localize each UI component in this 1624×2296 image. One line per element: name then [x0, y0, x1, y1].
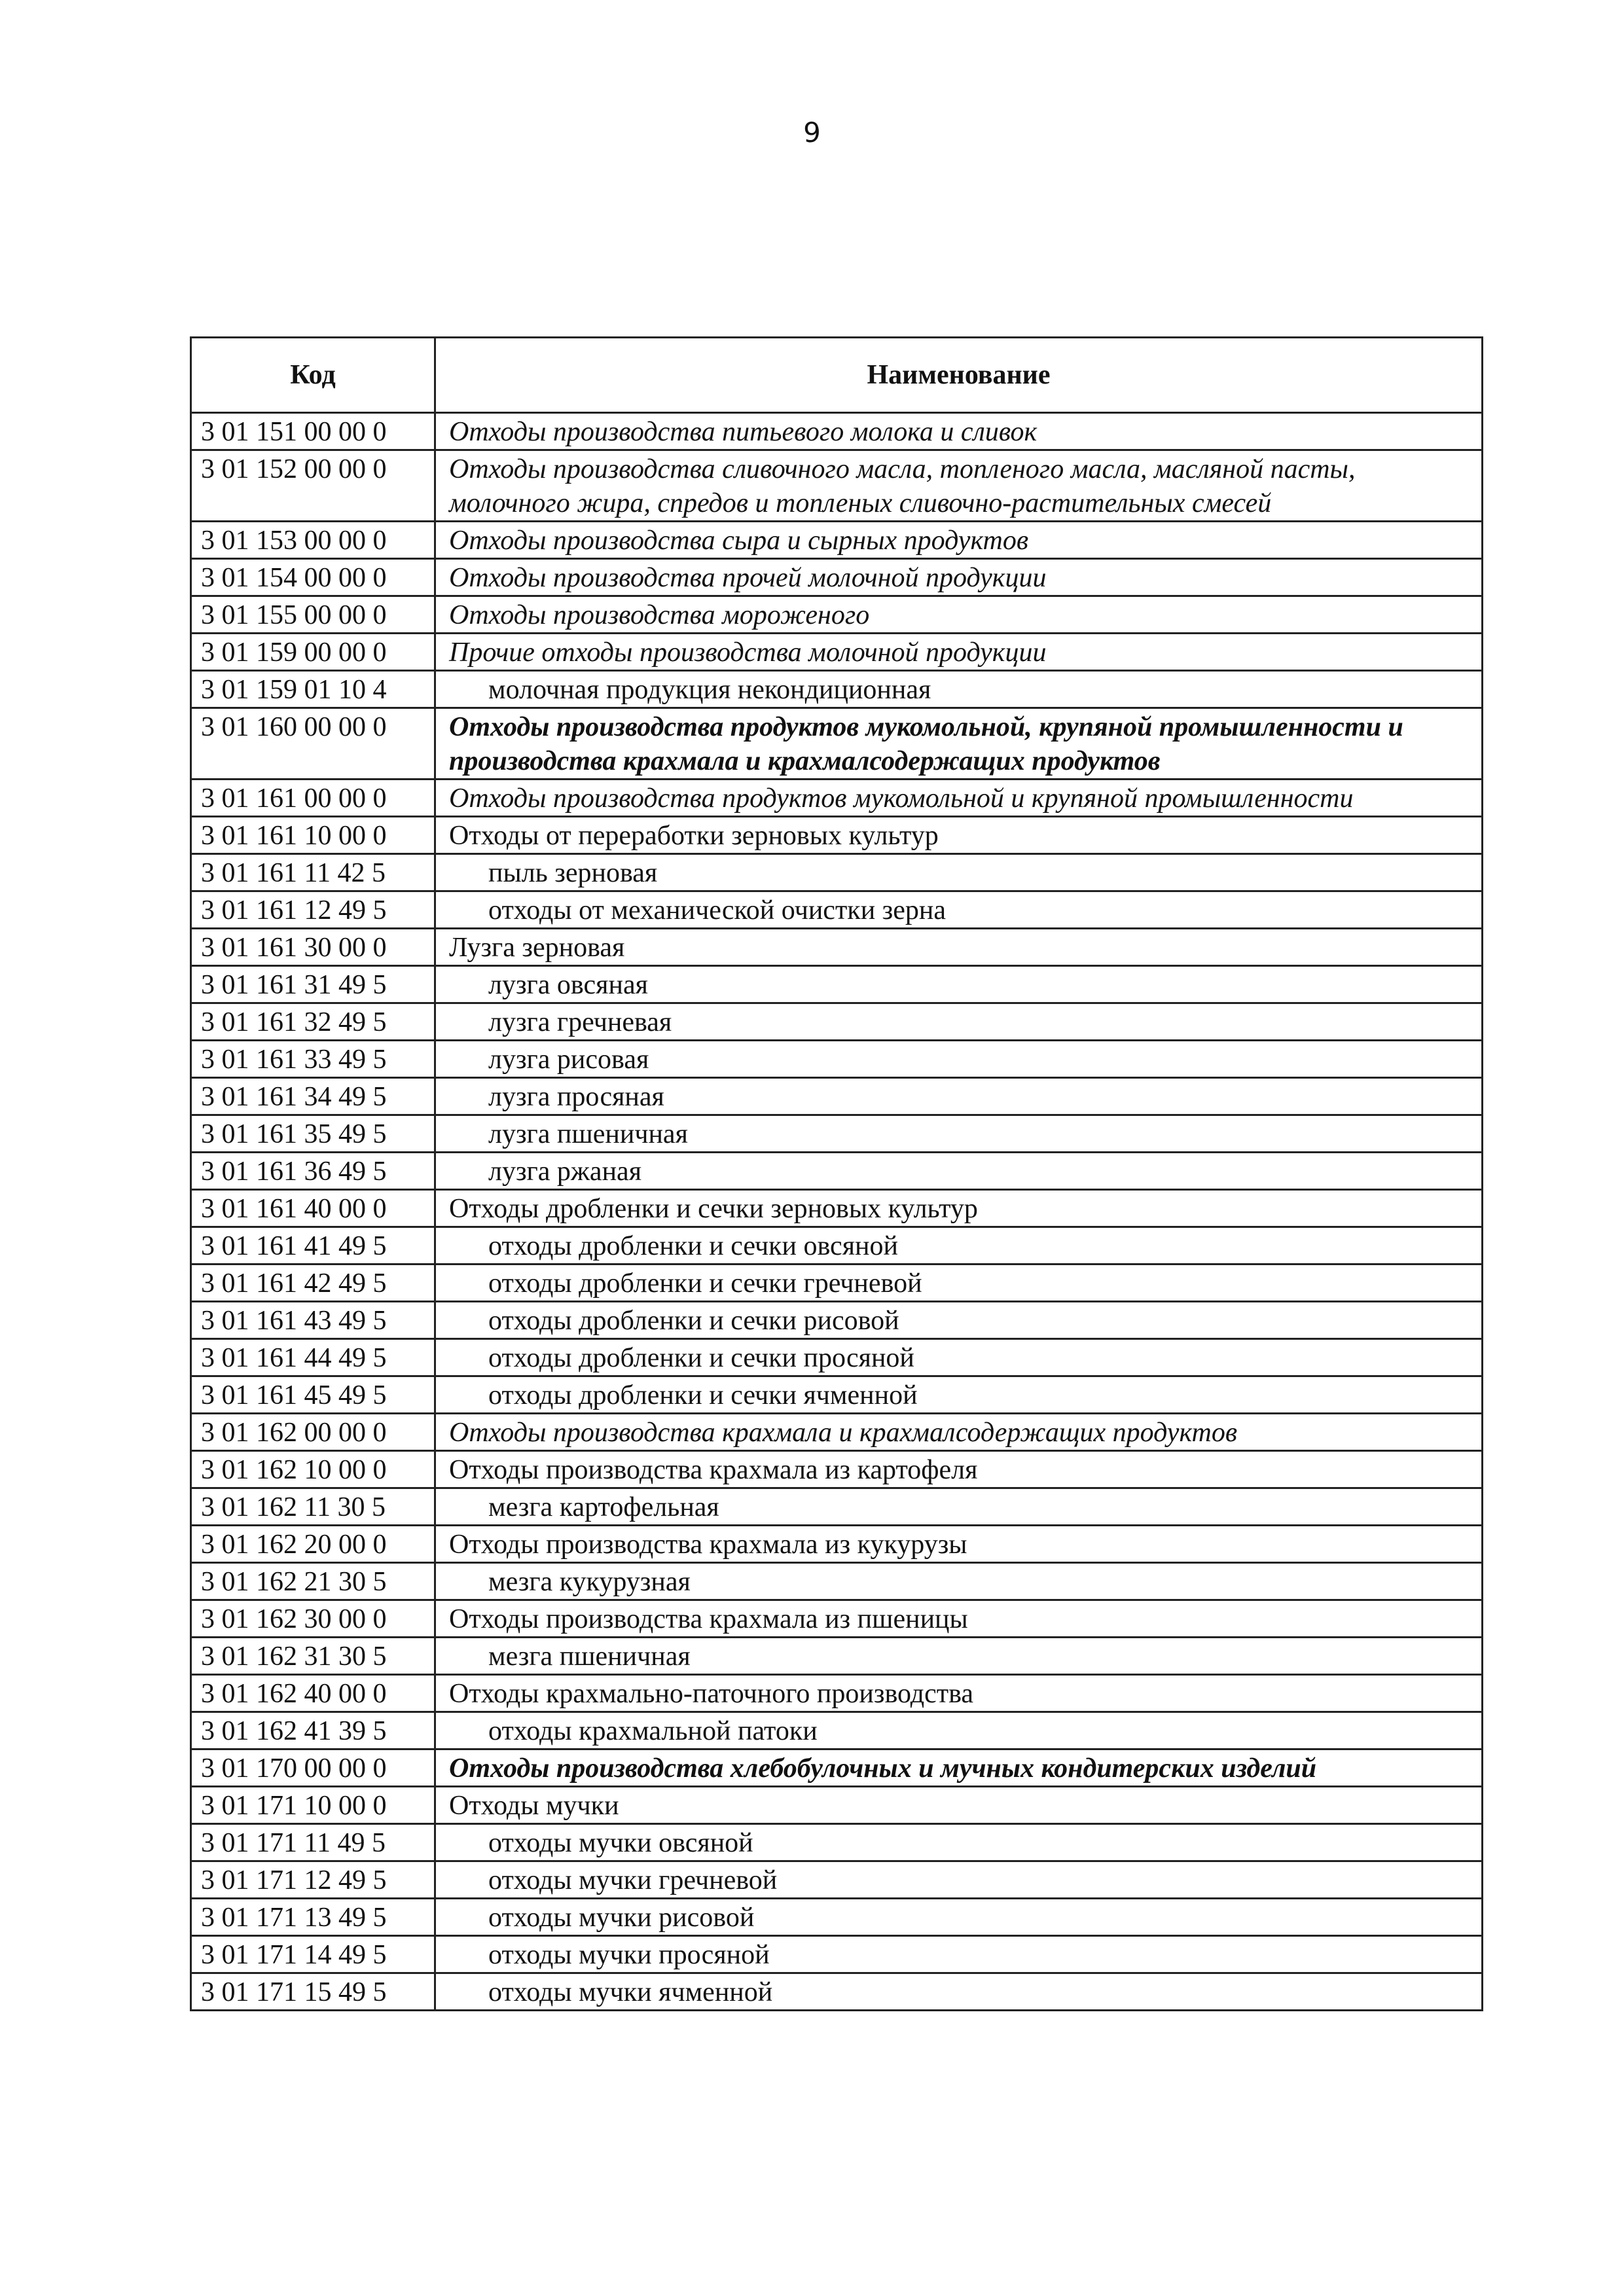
- table-row: [191, 1861, 1483, 1899]
- waste-code: 3 01 153 00 00 0: [191, 522, 435, 559]
- waste-code: 3 01 162 30 00 0: [191, 1600, 435, 1638]
- waste-code: 3 01 162 31 30 5: [191, 1638, 435, 1675]
- waste-name: отходы крахмальной патоки: [435, 1712, 1483, 1749]
- waste-code: 3 01 161 32 49 5: [191, 1003, 435, 1041]
- table-row: [191, 1153, 1483, 1190]
- waste-name: мезга картофельная: [435, 1488, 1483, 1526]
- table-row: [191, 1936, 1483, 1973]
- table-row: [191, 1078, 1483, 1115]
- waste-code: 3 01 171 15 49 5: [191, 1973, 435, 2011]
- waste-name: Отходы производства крахмала и крахмалсодержащих продуктов: [435, 1414, 1483, 1451]
- table-row: [191, 450, 1483, 522]
- waste-code: 3 01 161 33 49 5: [191, 1041, 435, 1078]
- waste-name: Отходы производства продуктов мукомольной, крупяной промышленности и производства крахмала и крахмалсодержащих продуктов: [435, 708, 1483, 780]
- waste-name: лузга овсяная: [435, 966, 1483, 1003]
- waste-code-table: [190, 336, 1483, 2011]
- table-row: [191, 1899, 1483, 1936]
- table-body: [191, 413, 1483, 2011]
- waste-name: Отходы производства крахмала из пшеницы: [435, 1600, 1483, 1638]
- waste-name: отходы дробленки и сечки овсяной: [435, 1227, 1483, 1265]
- waste-name: Отходы крахмально-паточного производства: [435, 1675, 1483, 1712]
- table-row: [191, 1712, 1483, 1749]
- table-row: [191, 413, 1483, 450]
- waste-name: Отходы производства продуктов мукомольной и крупяной промышленности: [435, 780, 1483, 817]
- waste-code: 3 01 161 12 49 5: [191, 891, 435, 929]
- waste-name: отходы мучки гречневой: [435, 1861, 1483, 1899]
- waste-name: Отходы производства сливочного масла, топленого масла, масляной пасты, молочного жира, спредов и топленых сливочно-растительных смесей: [435, 450, 1483, 522]
- waste-name: лузга рисовая: [435, 1041, 1483, 1078]
- waste-code: 3 01 159 01 10 4: [191, 671, 435, 708]
- waste-name: лузга пшеничная: [435, 1115, 1483, 1153]
- table-row: [191, 671, 1483, 708]
- waste-code: 3 01 161 31 49 5: [191, 966, 435, 1003]
- table-row: [191, 596, 1483, 634]
- waste-name: Отходы производства прочей молочной продукции: [435, 559, 1483, 596]
- waste-code: 3 01 161 11 42 5: [191, 854, 435, 891]
- waste-name: отходы мучки просяной: [435, 1936, 1483, 1973]
- waste-code: 3 01 170 00 00 0: [191, 1749, 435, 1787]
- table-row: [191, 854, 1483, 891]
- table-row: [191, 1563, 1483, 1600]
- waste-name: Отходы производства крахмала из картофеля: [435, 1451, 1483, 1488]
- waste-code: 3 01 161 41 49 5: [191, 1227, 435, 1265]
- waste-name: Отходы производства хлебобулочных и мучных кондитерских изделий: [435, 1749, 1483, 1787]
- waste-name: отходы дробленки и сечки рисовой: [435, 1302, 1483, 1339]
- waste-name: отходы дробленки и сечки просяной: [435, 1339, 1483, 1376]
- waste-name: Отходы производства сыра и сырных продуктов: [435, 522, 1483, 559]
- waste-code: 3 01 171 12 49 5: [191, 1861, 435, 1899]
- waste-name: Прочие отходы производства молочной продукции: [435, 634, 1483, 671]
- waste-name: отходы мучки ячменной: [435, 1973, 1483, 2011]
- table-row: [191, 780, 1483, 817]
- waste-name: лузга просяная: [435, 1078, 1483, 1115]
- waste-code: 3 01 162 10 00 0: [191, 1451, 435, 1488]
- waste-name: отходы мучки рисовой: [435, 1899, 1483, 1936]
- waste-code: 3 01 161 45 49 5: [191, 1376, 435, 1414]
- table-row: [191, 1451, 1483, 1488]
- waste-name: отходы дробленки и сечки гречневой: [435, 1265, 1483, 1302]
- table-row: [191, 1526, 1483, 1563]
- table-row: [191, 1749, 1483, 1787]
- waste-code: 3 01 161 30 00 0: [191, 929, 435, 966]
- waste-code: 3 01 152 00 00 0: [191, 450, 435, 522]
- waste-name: Отходы от переработки зерновых культур: [435, 817, 1483, 854]
- table-row: [191, 1488, 1483, 1526]
- table-row: [191, 1265, 1483, 1302]
- waste-name: Отходы мучки: [435, 1787, 1483, 1824]
- table-row: [191, 559, 1483, 596]
- waste-name: Отходы дробленки и сечки зерновых культур: [435, 1190, 1483, 1227]
- waste-code: 3 01 162 20 00 0: [191, 1526, 435, 1563]
- table-row: [191, 1339, 1483, 1376]
- table-row: [191, 1376, 1483, 1414]
- waste-name: отходы дробленки и сечки ячменной: [435, 1376, 1483, 1414]
- table-row: [191, 708, 1483, 780]
- waste-code: 3 01 161 42 49 5: [191, 1265, 435, 1302]
- waste-code: 3 01 171 11 49 5: [191, 1824, 435, 1861]
- table-row: [191, 522, 1483, 559]
- table-row: [191, 1973, 1483, 2011]
- waste-code: 3 01 161 10 00 0: [191, 817, 435, 854]
- waste-name: Отходы производства мороженого: [435, 596, 1483, 634]
- waste-code: 3 01 154 00 00 0: [191, 559, 435, 596]
- table-row: [191, 1041, 1483, 1078]
- table-row: [191, 1115, 1483, 1153]
- table-header-row: [191, 338, 1483, 413]
- waste-name: Отходы производства питьевого молока и сливок: [435, 413, 1483, 450]
- waste-code: 3 01 162 00 00 0: [191, 1414, 435, 1451]
- table-row: [191, 891, 1483, 929]
- table-row: [191, 1787, 1483, 1824]
- table-row: [191, 1675, 1483, 1712]
- table-row: [191, 1600, 1483, 1638]
- table-row: [191, 1003, 1483, 1041]
- waste-name: молочная продукция некондиционная: [435, 671, 1483, 708]
- waste-code: 3 01 161 00 00 0: [191, 780, 435, 817]
- waste-code: 3 01 161 36 49 5: [191, 1153, 435, 1190]
- waste-name: Отходы производства крахмала из кукурузы: [435, 1526, 1483, 1563]
- waste-name: отходы от механической очистки зерна: [435, 891, 1483, 929]
- table-row: [191, 929, 1483, 966]
- waste-code: 3 01 162 41 39 5: [191, 1712, 435, 1749]
- waste-name: отходы мучки овсяной: [435, 1824, 1483, 1861]
- waste-code: 3 01 162 11 30 5: [191, 1488, 435, 1526]
- waste-name: пыль зерновая: [435, 854, 1483, 891]
- table-row: [191, 1414, 1483, 1451]
- table-row: [191, 966, 1483, 1003]
- table-row: [191, 1190, 1483, 1227]
- waste-code: 3 01 151 00 00 0: [191, 413, 435, 450]
- table-row: [191, 1638, 1483, 1675]
- column-header-name: Наименование: [435, 338, 1483, 413]
- waste-code: 3 01 162 40 00 0: [191, 1675, 435, 1712]
- waste-code: 3 01 159 00 00 0: [191, 634, 435, 671]
- waste-name: мезга кукурузная: [435, 1563, 1483, 1600]
- waste-code: 3 01 171 13 49 5: [191, 1899, 435, 1936]
- waste-code: 3 01 171 14 49 5: [191, 1936, 435, 1973]
- waste-code: 3 01 162 21 30 5: [191, 1563, 435, 1600]
- waste-code: 3 01 155 00 00 0: [191, 596, 435, 634]
- page-number: 9: [803, 117, 821, 149]
- waste-code: 3 01 161 34 49 5: [191, 1078, 435, 1115]
- table-row: [191, 1227, 1483, 1265]
- waste-code: 3 01 161 44 49 5: [191, 1339, 435, 1376]
- waste-code: 3 01 161 35 49 5: [191, 1115, 435, 1153]
- waste-name: мезга пшеничная: [435, 1638, 1483, 1675]
- table-row: [191, 1824, 1483, 1861]
- waste-name: лузга ржаная: [435, 1153, 1483, 1190]
- waste-name: лузга гречневая: [435, 1003, 1483, 1041]
- waste-name: Лузга зерновая: [435, 929, 1483, 966]
- table-row: [191, 634, 1483, 671]
- table-row: [191, 817, 1483, 854]
- table-row: [191, 1302, 1483, 1339]
- waste-code: 3 01 171 10 00 0: [191, 1787, 435, 1824]
- waste-code: 3 01 161 43 49 5: [191, 1302, 435, 1339]
- waste-code: 3 01 161 40 00 0: [191, 1190, 435, 1227]
- column-header-code: Код: [191, 338, 435, 413]
- waste-code: 3 01 160 00 00 0: [191, 708, 435, 780]
